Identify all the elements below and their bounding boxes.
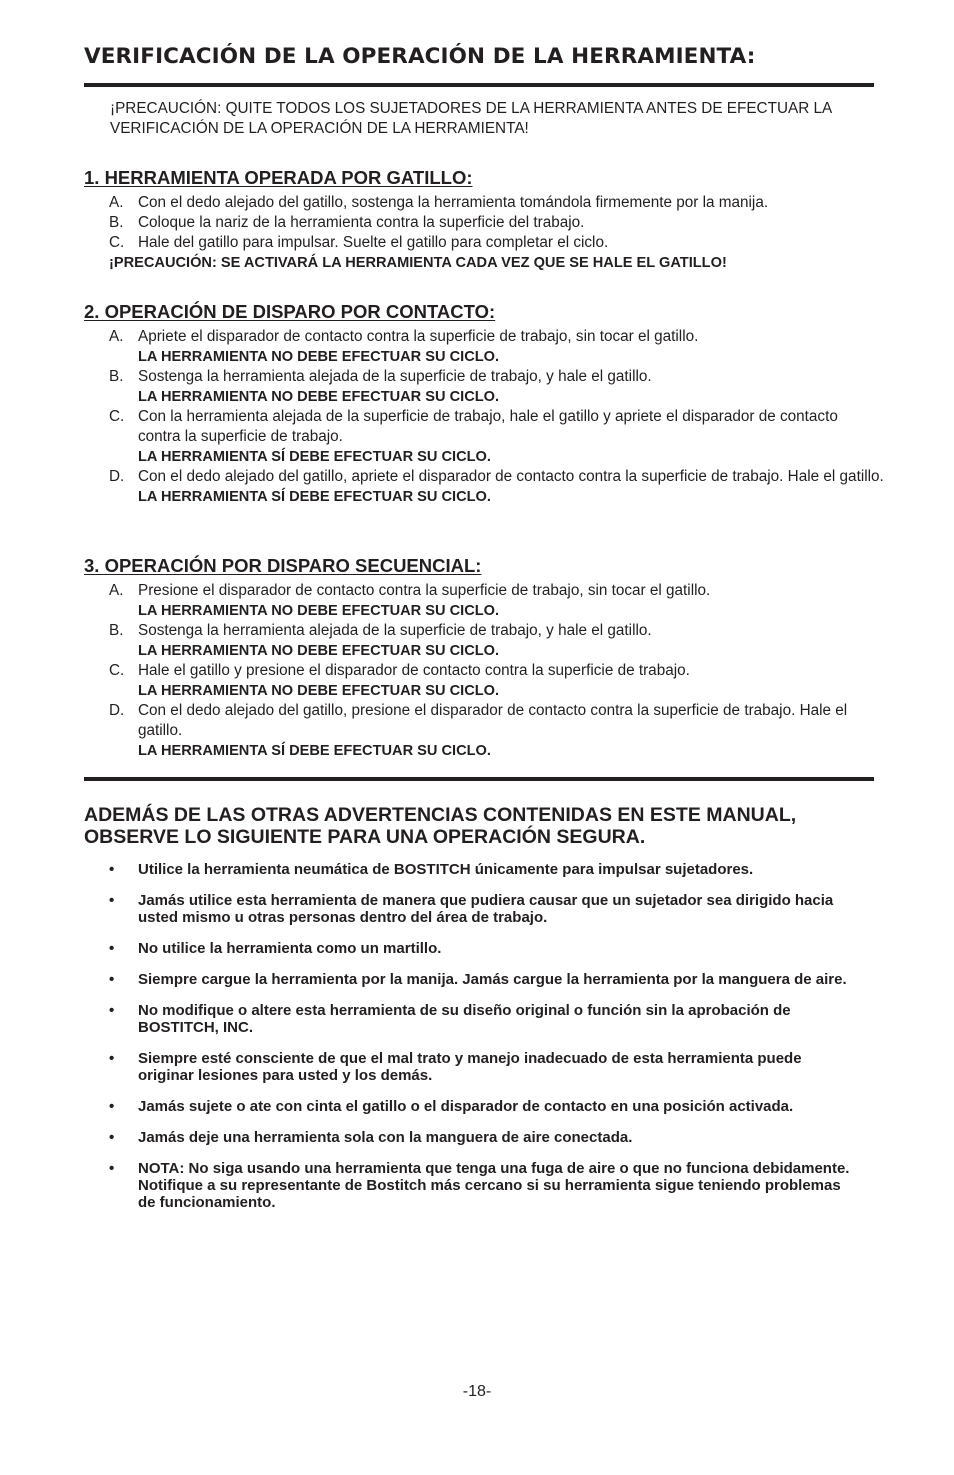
page-title: VERIFICACIÓN DE LA OPERACIÓN DE LA HERRAMIENTA:: [84, 44, 756, 69]
step-letter: B.: [109, 368, 124, 385]
section-2-heading: 2. OPERACIÓN DE DISPARO POR CONTACTO:: [84, 301, 496, 322]
section-1-step-c: [84, 233, 884, 253]
step-result: LA HERRAMIENTA NO DEBE EFECTUAR SU CICLO.: [138, 349, 500, 365]
step-letter: A.: [109, 194, 124, 211]
section-3-heading: 3. OPERACIÓN POR DISPARO SECUENCIAL:: [84, 555, 482, 576]
safety-item: [84, 1129, 858, 1146]
step-text: Con el dedo alejado del gatillo, presione el disparador de contacto contra la superficie de trabajo. Hale el gatillo.: [138, 702, 848, 739]
step-letter: C.: [109, 234, 125, 251]
section-3-step-a: [84, 581, 884, 621]
step-text: Hale el gatillo y presione el disparador de contacto contra la superficie de trabajo.: [138, 662, 690, 679]
step-text: Sostenga la herramienta alejada de la superficie de trabajo, y hale el gatillo.: [138, 368, 652, 385]
step-result: LA HERRAMIENTA NO DEBE EFECTUAR SU CICLO.: [138, 643, 500, 659]
step-text: Con el dedo alejado del gatillo, sostenga la herramienta tomándola firmemente por la manija.: [138, 194, 769, 211]
safety-item: [84, 892, 858, 926]
section-1-steps: [84, 193, 884, 273]
bullet-icon: •: [109, 861, 115, 878]
step-letter: A.: [109, 328, 124, 345]
step-letter: B.: [109, 622, 124, 639]
safety-item: [84, 1050, 858, 1084]
section-1-step-a: [84, 193, 884, 213]
safety-item-text: Siempre cargue la herramienta por la manija. Jamás cargue la herramienta por la manguera de aire.: [138, 971, 847, 988]
section-divider-rule: [84, 777, 874, 781]
note-line-2: Notifique a su representante de Bostitch más cercano si su herramienta sigue teniendo problemas de funcionamiento.: [138, 1177, 841, 1211]
safety-item-text: No modifique o altere esta herramienta de su diseño original o función sin la aprobación de BOSTITCH, INC.: [138, 1002, 791, 1036]
section-2-step-c: [84, 407, 884, 467]
section-2-steps: [84, 327, 884, 507]
step-letter: B.: [109, 214, 124, 231]
section-3-step-b: [84, 621, 884, 661]
bullet-icon: •: [109, 1002, 115, 1019]
step-letter: A.: [109, 582, 124, 599]
bullet-icon: •: [109, 971, 115, 988]
safety-item-text: Utilice la herramienta neumática de BOSTITCH únicamente para impulsar sujetadores.: [138, 861, 754, 878]
step-result: LA HERRAMIENTA SÍ DEBE EFECTUAR SU CICLO.: [138, 743, 491, 759]
intro-caution: ¡PRECAUCIÓN: QUITE TODOS LOS SUJETADORES DE LA HERRAMIENTA ANTES DE EFECTUAR LA VERIFICACIÓN DE LA OPERACIÓN DE LA HERRAMIENTA!: [110, 100, 832, 137]
step-text: Presione el disparador de contacto contra la superficie de trabajo, sin tocar el gatillo.: [138, 582, 711, 599]
title-underline-rule: [84, 83, 874, 87]
step-text: Sostenga la herramienta alejada de la superficie de trabajo, y hale el gatillo.: [138, 622, 652, 639]
safety-item: [84, 861, 858, 878]
section-3-step-d: [84, 701, 884, 761]
page-number: -18-: [462, 1383, 492, 1400]
step-result: LA HERRAMIENTA SÍ DEBE EFECTUAR SU CICLO.: [138, 489, 491, 505]
step-text: Hale del gatillo para impulsar. Suelte el gatillo para completar el ciclo.: [138, 234, 609, 251]
step-letter: C.: [109, 662, 125, 679]
safety-item: [84, 971, 858, 988]
bullet-icon: •: [109, 940, 115, 957]
bullet-icon: •: [109, 1129, 115, 1146]
bullet-icon: •: [109, 892, 115, 909]
safety-item: [84, 1098, 858, 1115]
step-result: LA HERRAMIENTA SÍ DEBE EFECTUAR SU CICLO.: [138, 449, 491, 465]
step-text: Apriete el disparador de contacto contra la superficie de trabajo, sin tocar el gatillo.: [138, 328, 699, 345]
step-letter: D.: [109, 702, 125, 719]
step-result: LA HERRAMIENTA NO DEBE EFECTUAR SU CICLO.: [138, 683, 500, 699]
step-text: Coloque la nariz de la herramienta contra la superficie del trabajo.: [138, 214, 585, 231]
section-2-step-b: [84, 367, 884, 407]
note-line-1: NOTA: No siga usando una herramienta que tenga una fuga de aire o que no funciona debidamente.: [138, 1160, 850, 1177]
safety-note: [84, 1160, 858, 1211]
step-text: Con el dedo alejado del gatillo, apriete el disparador de contacto contra la superficie de trabajo. Hale el gatillo.: [138, 468, 884, 485]
section-2-step-a: [84, 327, 884, 367]
section-3-step-c: [84, 661, 884, 701]
safety-item-text: Jamás sujete o ate con cinta el gatillo o el disparador de contacto en una posición activada.: [138, 1098, 794, 1115]
section-3-steps: [84, 581, 884, 761]
step-text: Con la herramienta alejada de la superficie de trabajo, hale el gatillo y apriete el disparador de contacto contra la superficie de trabajo.: [138, 408, 838, 445]
section-1-warning: ¡PRECAUCIÓN: SE ACTIVARÁ LA HERRAMIENTA CADA VEZ QUE SE HALE EL GATILLO!: [109, 255, 727, 271]
safety-item-text: Jamás utilice esta herramienta de manera que pudiera causar que un sujetador sea dirigido hacia usted mismo u otras personas dentro del área de trabajo.: [138, 892, 834, 926]
bullet-icon: •: [109, 1160, 115, 1177]
safety-item: [84, 940, 858, 957]
section-1-heading: 1. HERRAMIENTA OPERADA POR GATILLO:: [84, 167, 473, 188]
bullet-icon: •: [109, 1098, 115, 1115]
step-letter: D.: [109, 468, 125, 485]
step-letter: C.: [109, 408, 125, 425]
safety-item: [84, 1002, 858, 1036]
step-result: LA HERRAMIENTA NO DEBE EFECTUAR SU CICLO.: [138, 603, 500, 619]
safety-item-text: No utilice la herramienta como un martillo.: [138, 940, 442, 957]
section-1-step-b: [84, 213, 884, 233]
safety-heading: ADEMÁS DE LAS OTRAS ADVERTENCIAS CONTENIDAS EN ESTE MANUAL, OBSERVE LO SIGUIENTE PARA UNA OPERACIÓN SEGURA.: [84, 804, 797, 848]
bullet-icon: •: [109, 1050, 115, 1067]
step-result: LA HERRAMIENTA NO DEBE EFECTUAR SU CICLO.: [138, 389, 500, 405]
safety-item-text: Jamás deje una herramienta sola con la manguera de aire conectada.: [138, 1129, 633, 1146]
section-2-step-d: [84, 467, 884, 507]
safety-item-text: Siempre esté consciente de que el mal trato y manejo inadecuado de esta herramienta puede originar lesiones para usted y los demás.: [138, 1050, 802, 1084]
safety-list: [84, 861, 884, 1225]
